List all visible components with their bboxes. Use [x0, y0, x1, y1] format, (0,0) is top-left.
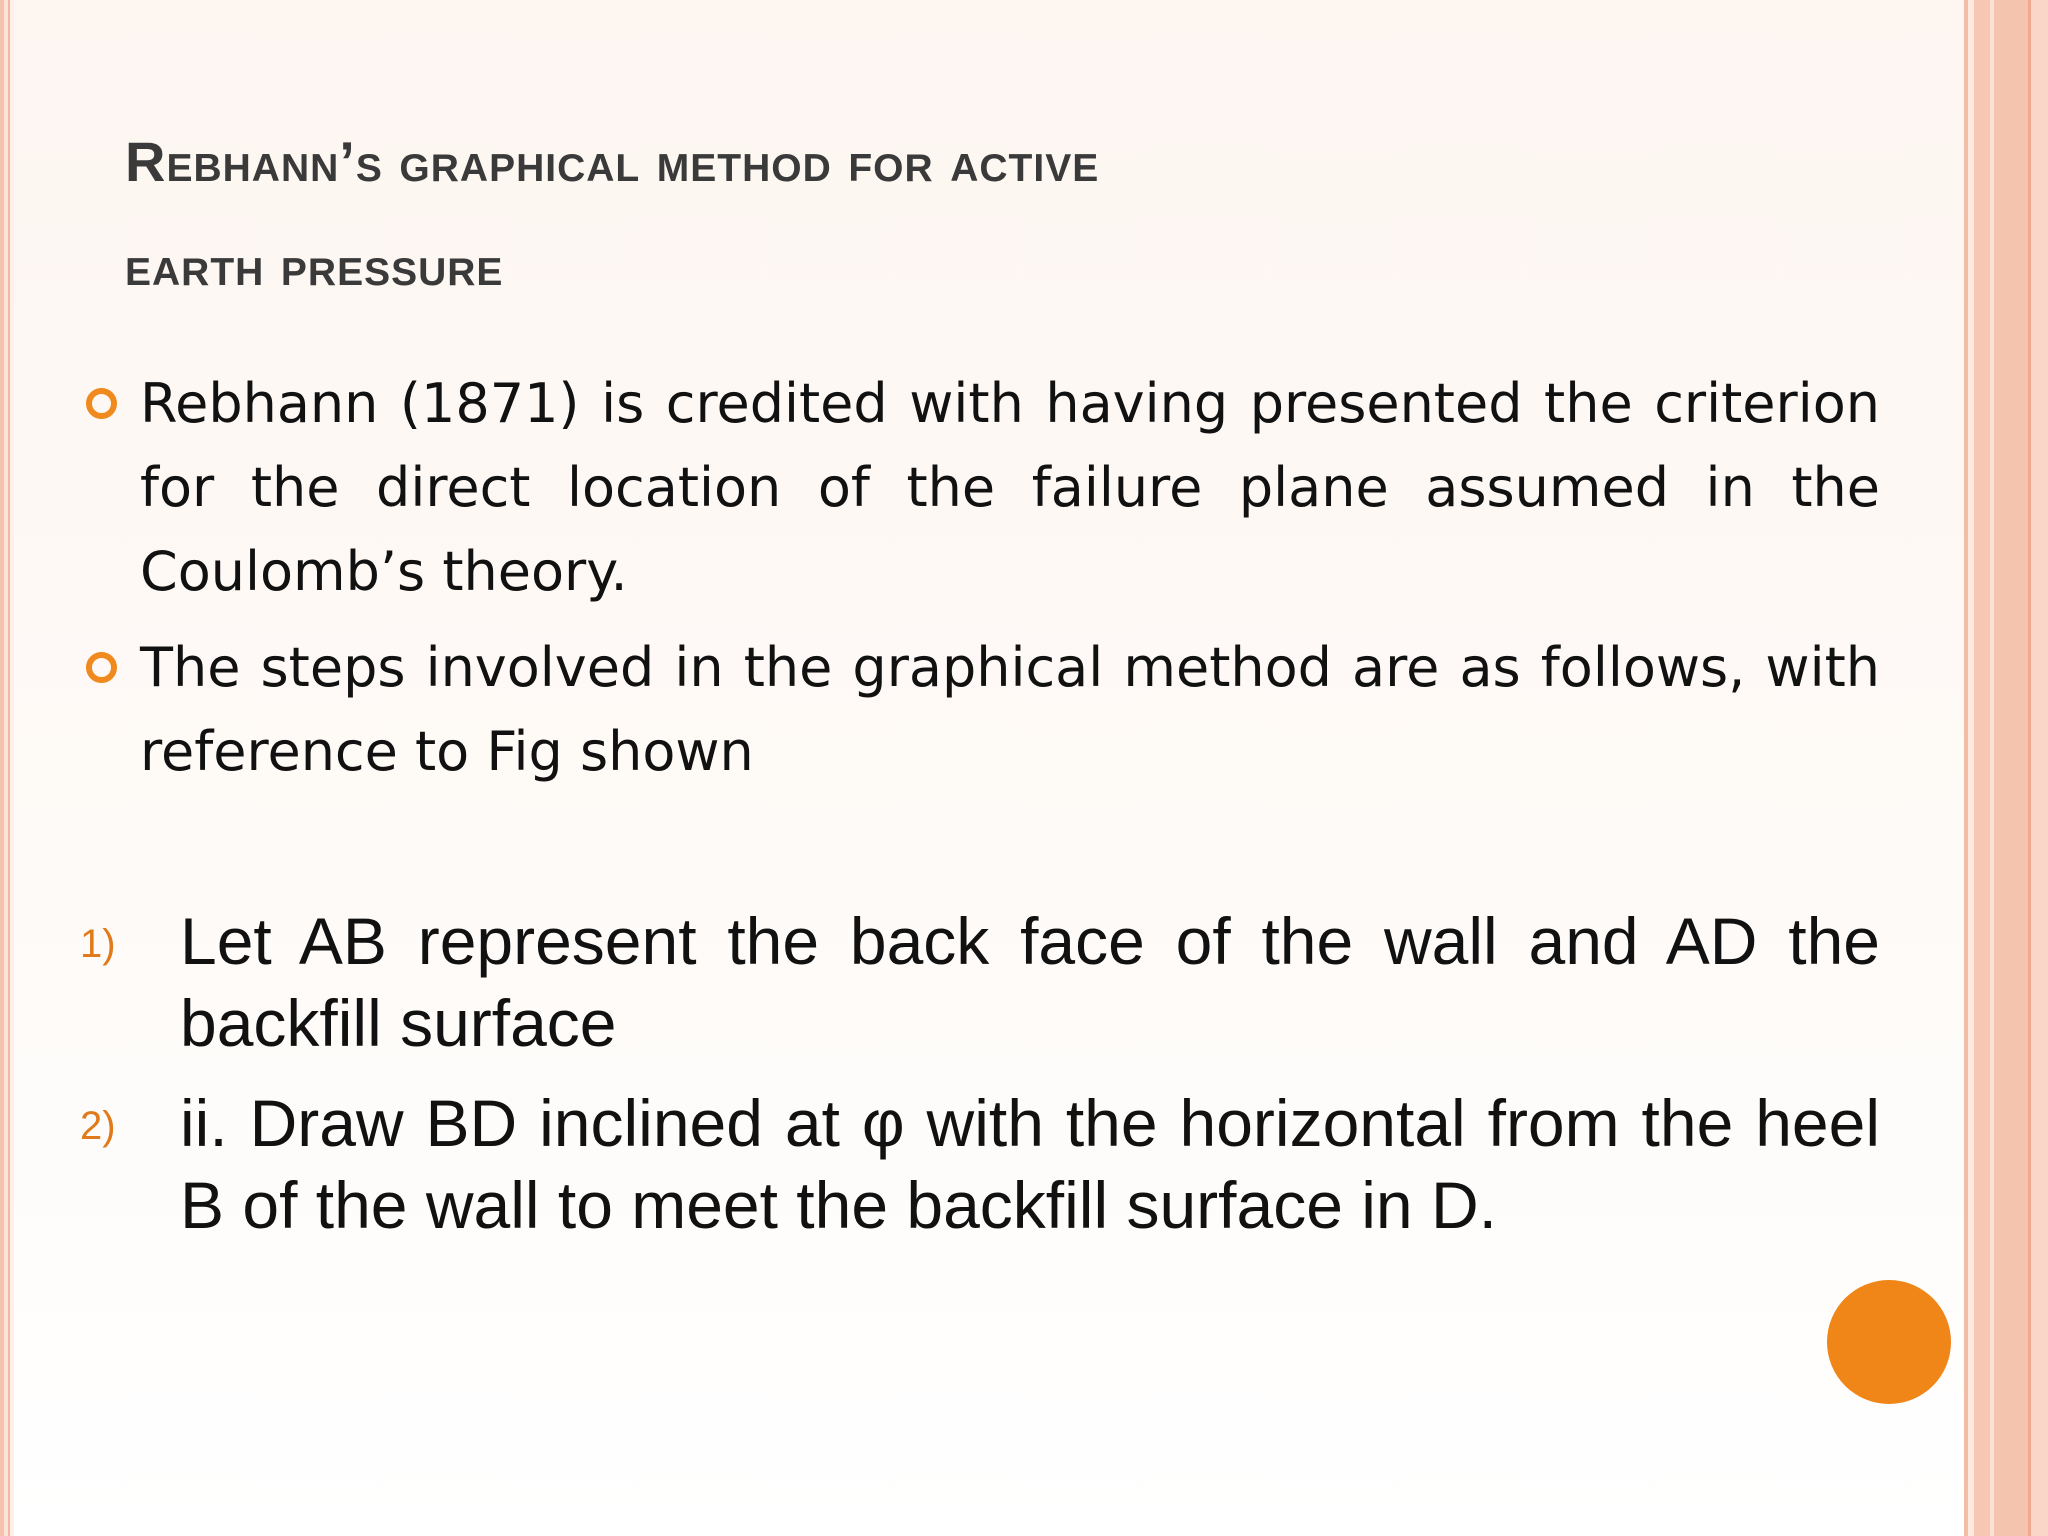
slide-title-line-1: Rebhann’s graphical method for active: [125, 130, 1100, 193]
bullet-item: [0, 362, 1880, 614]
bullet-text: Rebhann (1871) is credited with having presented the criterion for the direct location of the failure plane assumed in the Coulomb’s theory.: [140, 372, 1880, 603]
step-text: ii. Draw BD inclined at φ with the horizontal from the heel B of the wall to meet the backfill surface in D.: [180, 1086, 1880, 1242]
numbered-step-list: [0, 900, 1880, 1264]
slide-title: [125, 110, 1825, 318]
orange-circle-icon: [1827, 1280, 1951, 1404]
bullet-item: [0, 626, 1880, 794]
bullet-text: The steps involved in the graphical method are as follows, with reference to Fig shown: [140, 636, 1880, 783]
ring-bullet-icon: [86, 388, 117, 419]
right-border-decoration: [1964, 0, 2048, 1536]
step-text: Let AB represent the back face of the wall and AD the backfill surface: [180, 904, 1880, 1060]
bullet-list: [0, 362, 1880, 806]
step-number: 1): [80, 922, 116, 966]
step-number: 2): [80, 1104, 116, 1148]
ring-bullet-icon: [86, 652, 117, 683]
slide-title-line-2: earth pressure: [125, 234, 504, 297]
step-item: [0, 900, 1880, 1064]
step-item: [0, 1082, 1880, 1246]
